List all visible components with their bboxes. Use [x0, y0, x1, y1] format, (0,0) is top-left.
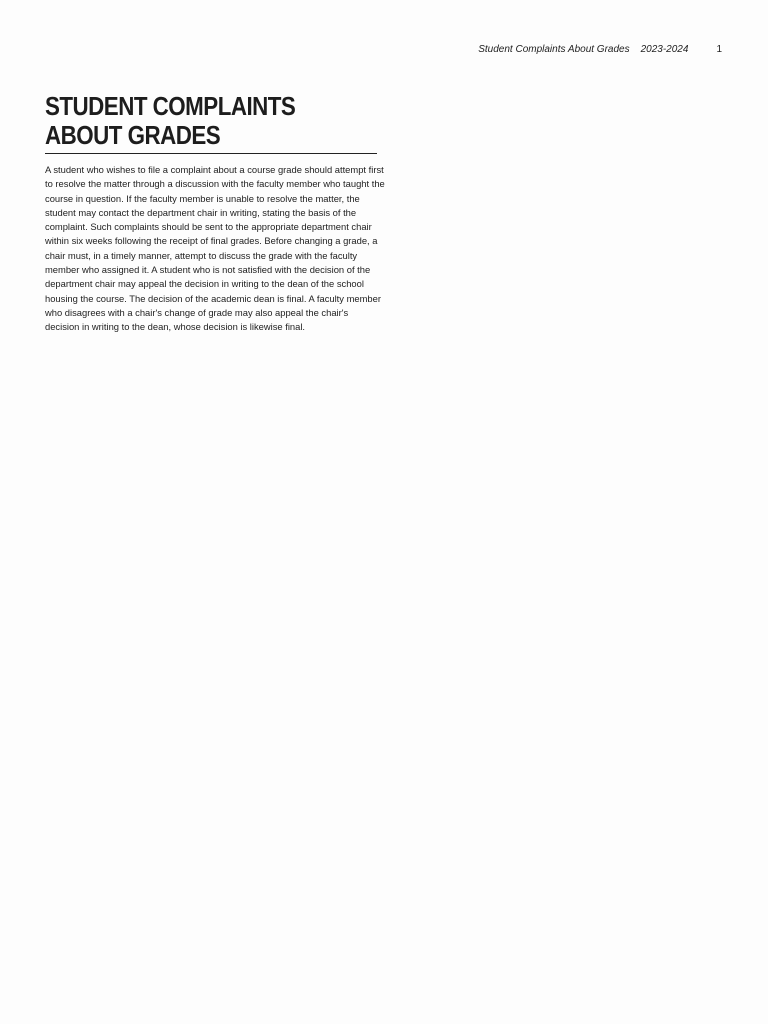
running-header-title: Student Complaints About Grades	[478, 44, 630, 55]
section-body-paragraph: A student who wishes to file a complaint about a course grade should attempt first to resolve the matter through a discussion with the faculty member who taught the course in question. If the faculty member is unable to resolve the matter, the student may contact the department chair in writing, stating the basis of the complaint. Such complaints should be sent to the appropriate department chair within six weeks following the receipt of final grades. Before changing a grade, a chair must, in a timely manner, attempt to discuss the grade with the faculty member who assigned it. A student who is not satisfied with the decision of the department chair may appeal the decision in writing to the dean of the school housing the course. The decision of the academic dean is final. A faculty member who disagrees with a chair's change of grade may also appeal the chair's decision in writing to the dean, whose decision is likewise final.	[45, 164, 385, 333]
page-number: 1	[716, 44, 722, 55]
title-divider	[45, 153, 377, 154]
running-header	[478, 44, 722, 55]
running-header-year: 2023-2024	[640, 44, 689, 55]
section-title	[45, 92, 377, 153]
section-title-line-1: STUDENT COMPLAINTS	[45, 91, 296, 121]
section-title-line-2: ABOUT GRADES	[45, 120, 221, 150]
section-content	[45, 91, 385, 335]
